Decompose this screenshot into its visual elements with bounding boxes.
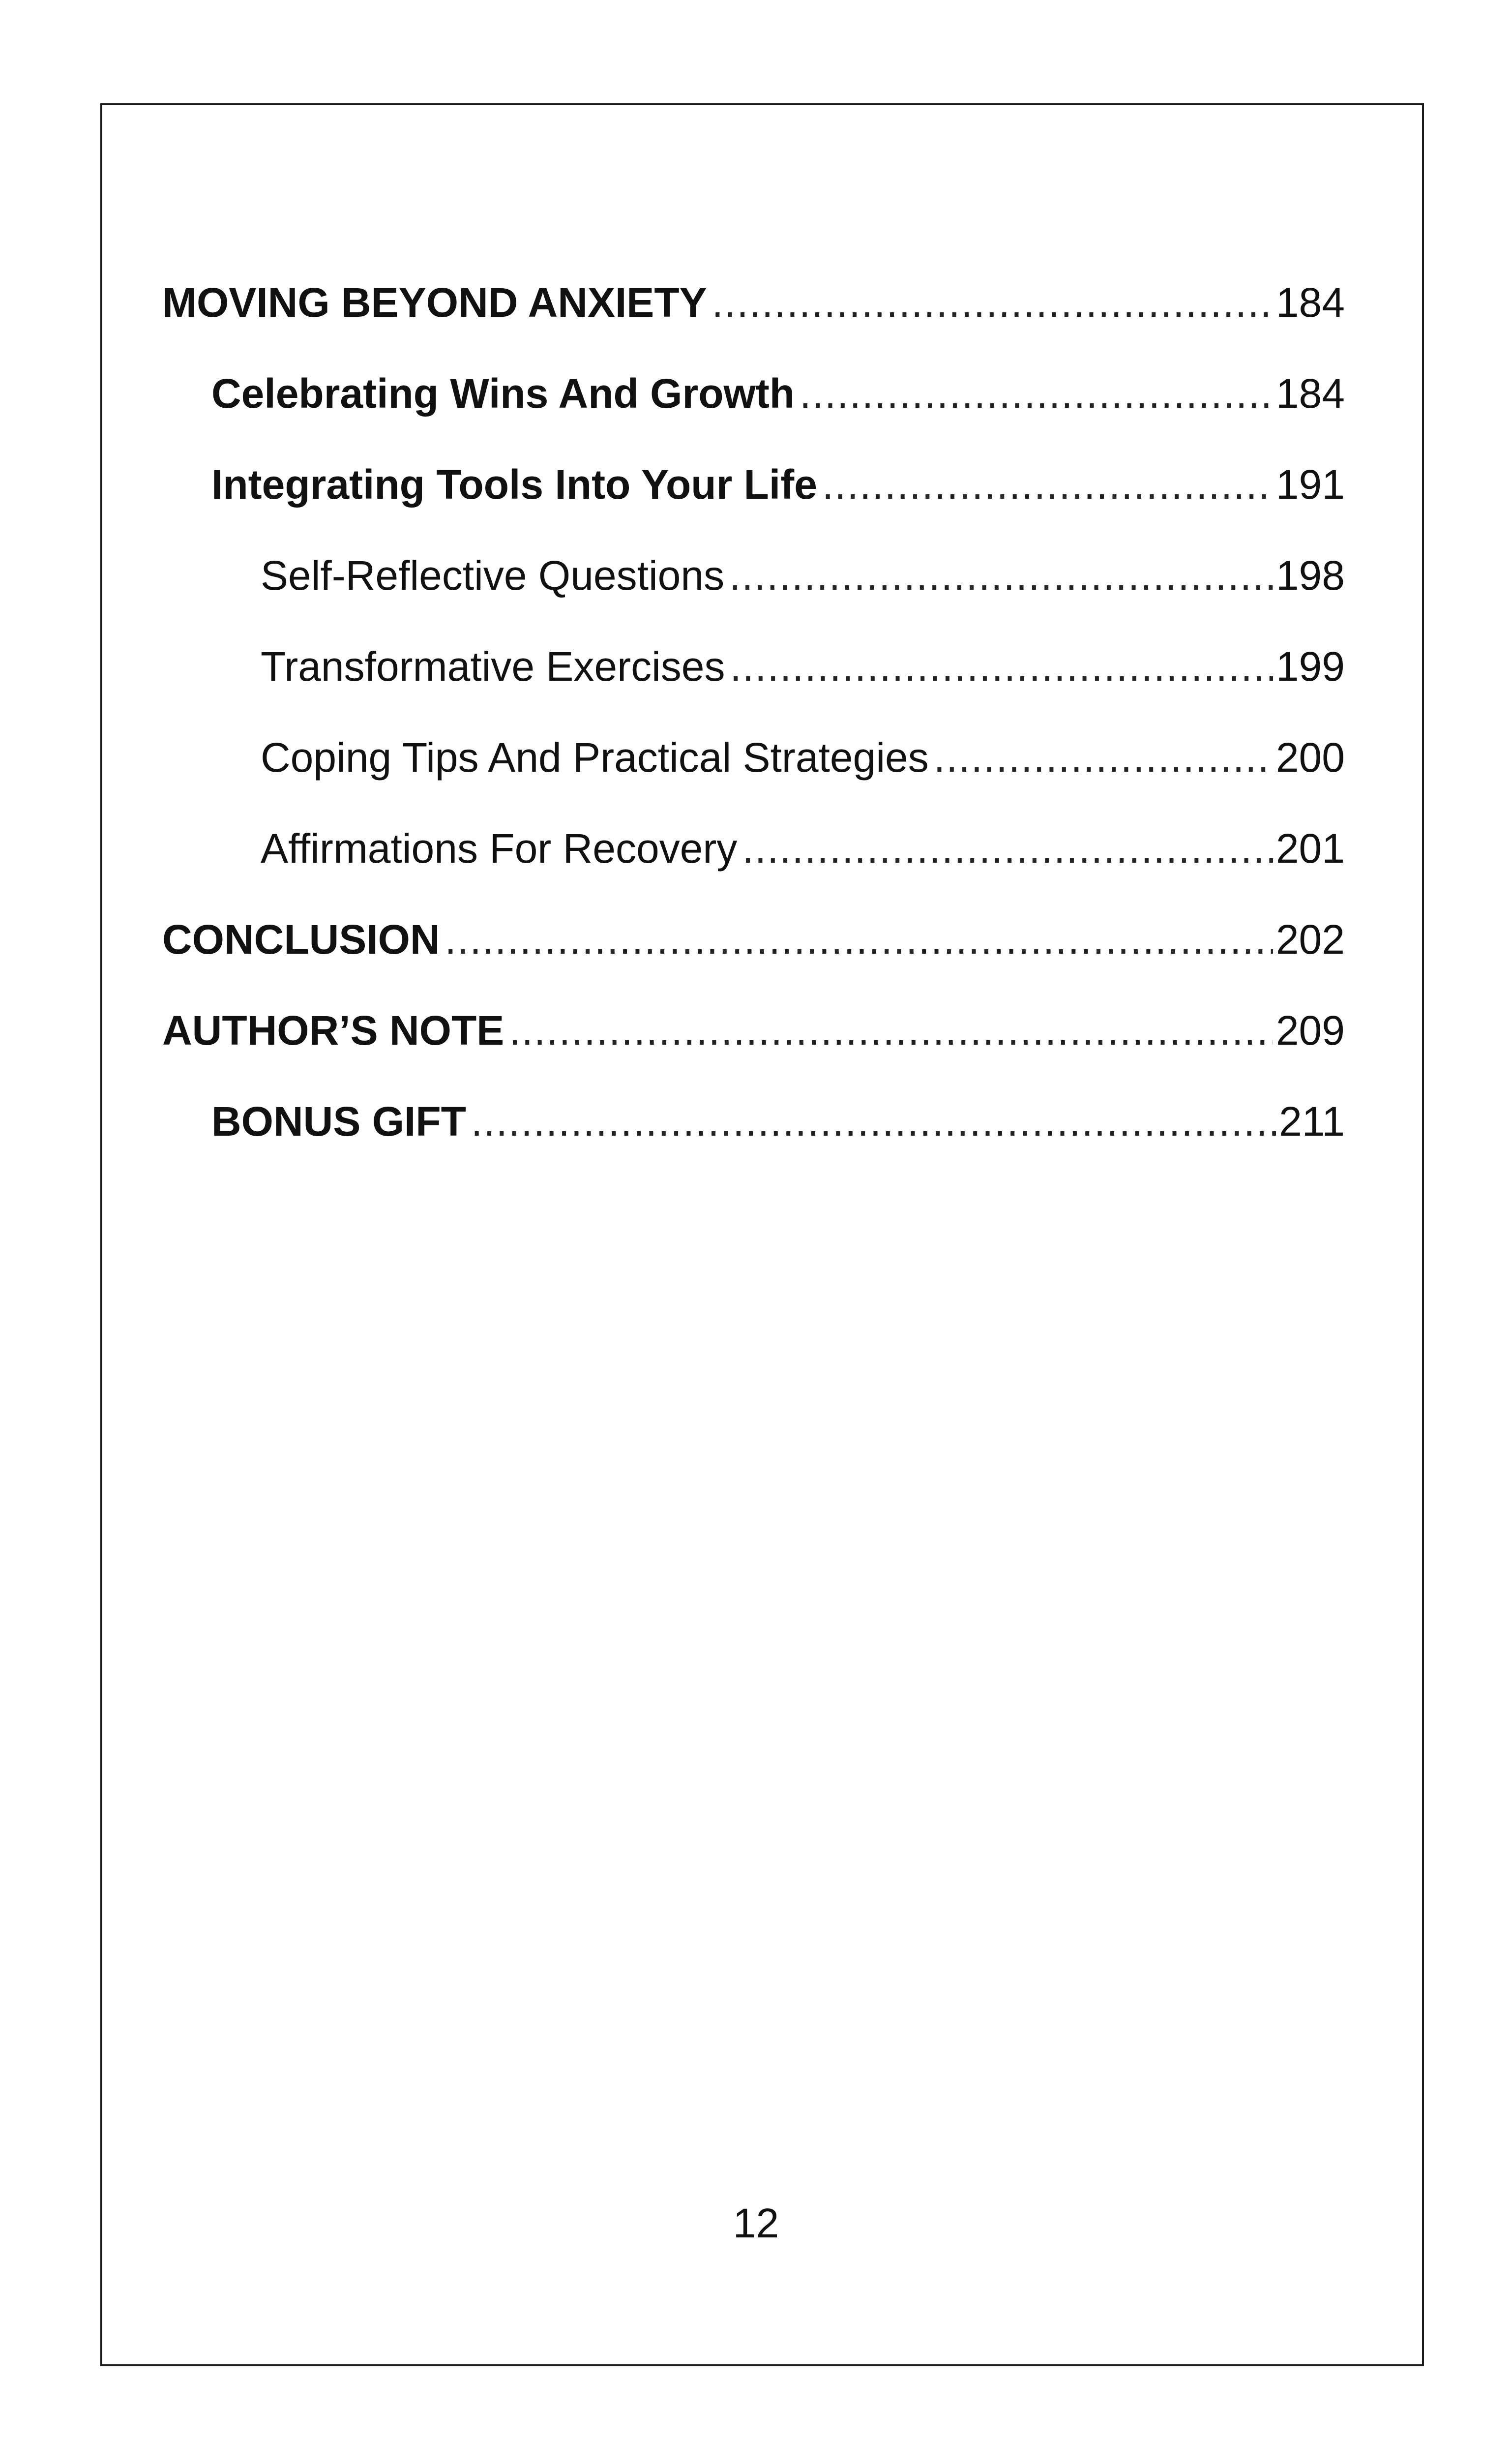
toc-entry-page: 211 — [1279, 1098, 1345, 1145]
toc-entry-authors-note[interactable] — [162, 994, 1345, 1085]
toc-entry-title: AUTHOR’S NOTE — [162, 1007, 504, 1054]
toc-entry-title: BONUS GIFT — [211, 1098, 466, 1145]
dot-leader — [729, 539, 1273, 612]
toc-entry-title: Integrating Tools Into Your Life — [211, 461, 817, 508]
toc-entry-title: Self-Reflective Questions — [261, 552, 725, 599]
toc-entry-page: 199 — [1275, 643, 1345, 690]
toc-entry-title: CONCLUSION — [162, 916, 440, 963]
dot-leader — [445, 903, 1273, 976]
toc-entry-title: Celebrating Wins And Growth — [211, 370, 795, 417]
toc-entry-page: 198 — [1275, 552, 1345, 599]
toc-entry-page: 191 — [1275, 461, 1345, 508]
toc-entry-page: 201 — [1275, 825, 1345, 872]
toc-entry-page: 184 — [1275, 370, 1345, 417]
dot-leader — [509, 994, 1273, 1067]
toc-entry-celebrating-wins[interactable] — [162, 357, 1345, 448]
toc-entry-conclusion[interactable] — [162, 903, 1345, 994]
dot-leader — [712, 266, 1273, 339]
table-of-contents — [162, 266, 1345, 1176]
toc-entry-moving-beyond-anxiety[interactable] — [162, 266, 1345, 357]
toc-entry-coping-tips[interactable] — [162, 721, 1345, 812]
toc-entry-page: 184 — [1275, 279, 1345, 326]
toc-entry-integrating-tools[interactable] — [162, 448, 1345, 539]
dot-leader — [471, 1085, 1276, 1158]
dot-leader — [800, 357, 1273, 430]
toc-entry-title: Coping Tips And Practical Strategies — [261, 734, 929, 781]
toc-entry-title: Affirmations For Recovery — [261, 825, 738, 872]
toc-entry-bonus-gift[interactable] — [162, 1085, 1345, 1176]
toc-entry-page: 202 — [1275, 916, 1345, 963]
dot-leader — [730, 630, 1273, 703]
toc-entry-self-reflective-questions[interactable] — [162, 539, 1345, 630]
toc-entry-title: Transformative Exercises — [261, 643, 725, 690]
dot-leader — [934, 721, 1273, 794]
dot-leader — [742, 812, 1273, 885]
toc-entry-transformative-exercises[interactable] — [162, 630, 1345, 721]
toc-entry-title: MOVING BEYOND ANXIETY — [162, 279, 707, 326]
page-number: 12 — [733, 2200, 779, 2246]
toc-entry-page: 209 — [1275, 1007, 1345, 1054]
dot-leader — [822, 448, 1273, 521]
toc-entry-affirmations[interactable] — [162, 812, 1345, 903]
toc-entry-page: 200 — [1275, 734, 1345, 781]
